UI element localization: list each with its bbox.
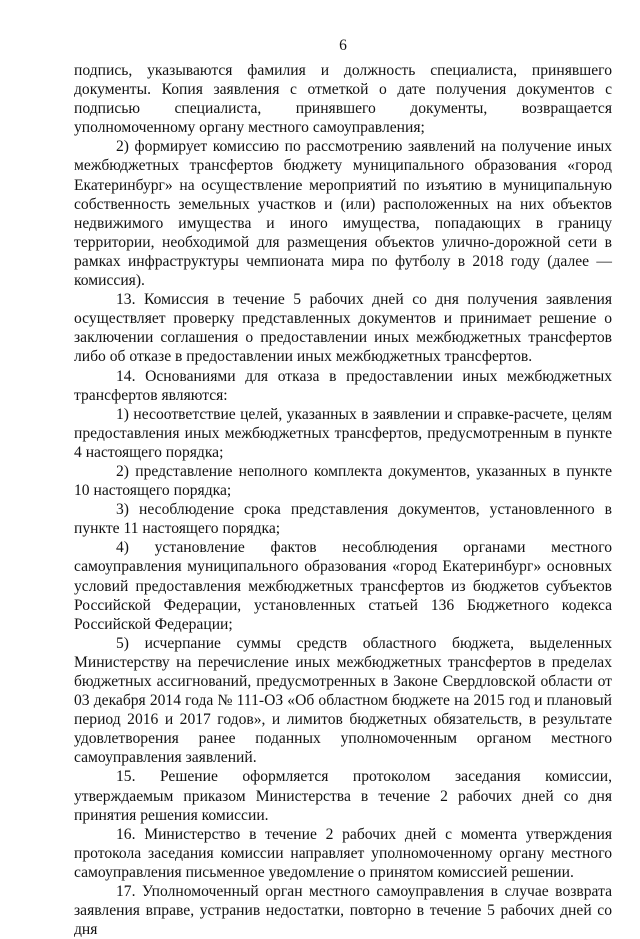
paragraph-15: 15. Решение оформляется протоколом заседания комиссии, утверждаемым приказом Министерства в течение 2 рабочих дней со дня принятия решения комиссии. [74, 768, 612, 824]
paragraph-16: 16. Министерство в течение 2 рабочих дней с момента утверждения протокола заседания комиссии направляет уполномоченному органу местного самоуправления письменное уведомление о принятом комиссией решении. [74, 825, 612, 881]
paragraph-item-2-commission: 2) формирует комиссию по рассмотрению заявлений на получение иных межбюджетных трансфертов бюджету муниципального образования «город Екатеринбург» на осуществление мероприятий по изъятию в муниципальную собственность земельных участков и (или) расположенных на них объектов недвижимого имущества и иного имущества, попадающих в границу территории, необходимой для размещения объектов улично-дорожной сети в рамках инфраструктуры чемпионата мира по футболу в 2018 году (далее — комиссия). [74, 138, 612, 290]
document-page [74, 36, 612, 939]
paragraph-14-item-4: 4) установление фактов несоблюдения органами местного самоуправления муниципального образования «город Екатеринбург» основных условий предоставления межбюджетных трансфертов из бюджетов субъектов Российской Федерации, установленных статьей 136 Бюджетного кодекса Российской Федерации; [74, 539, 612, 633]
paragraph-14-item-5: 5) исчерпание суммы средств областного бюджета, выделенных Министерству на перечисление иных межбюджетных трансфертов в пределах бюджетных ассигнований, предусмотренных в Законе Свердловской области от 03 декабря 2014 года № 111-ОЗ «Об областном бюджете на 2015 год и плановый период 2016 и 2017 годов», и лимитов бюджетных обязательств, в результате удовлетворения ранее поданных уполномоченным органом местного самоуправления заявлений. [74, 634, 612, 767]
page-number: 6 [339, 37, 347, 54]
paragraph-continuation: подпись, указываются фамилия и должность специалиста, принявшего документы. Копия заявления с отметкой о дате получения документов с подписью специалиста, принявшего документы, возвращается уполномоченному органу местного самоуправления; [74, 62, 612, 137]
paragraph-14-item-1: 1) несоответствие целей, указанных в заявлении и справке-расчете, целям предоставления иных межбюджетных трансфертов, предусмотренным в пункте 4 настоящего порядка; [74, 405, 612, 461]
paragraph-14: 14. Основаниями для отказа в предоставлении иных межбюджетных трансфертов являются: [74, 367, 612, 404]
paragraph-17: 17. Уполномоченный орган местного самоуправления в случае возврата заявления вправе, устранив недостатки, повторно в течение 5 рабочих дней со дня [74, 883, 612, 939]
paragraph-14-item-3: 3) несоблюдение срока представления документов, установленного в пункте 11 настоящего порядка; [74, 501, 612, 538]
paragraph-13: 13. Комиссия в течение 5 рабочих дней со дня получения заявления осуществляет проверку представленных документов и принимает решение о заключении соглашения о предоставлении иных межбюджетных трансфертов либо об отказе в предоставлении иных межбюджетных трансфертов. [74, 291, 612, 366]
paragraph-14-item-2: 2) представление неполного комплекта документов, указанных в пункте 10 настоящего порядка; [74, 462, 612, 500]
